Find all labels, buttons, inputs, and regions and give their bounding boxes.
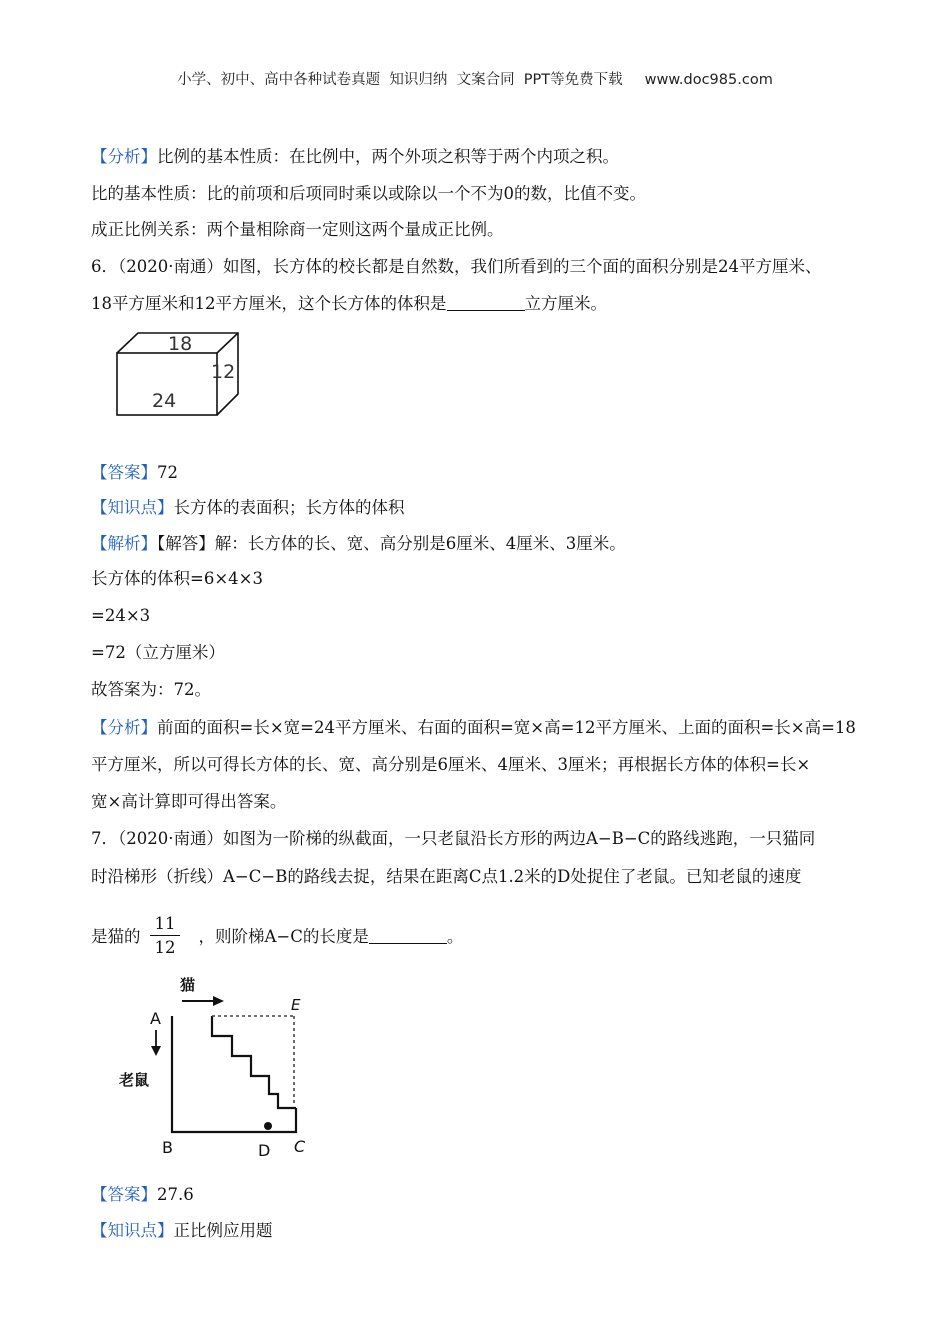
q6-calc3: =72（立方厘米） (91, 643, 225, 662)
q7-answer (91, 1184, 194, 1206)
q6-answer (91, 462, 178, 484)
staircase-path (212, 1016, 296, 1108)
prev-analysis (91, 146, 619, 168)
analysis-text: 比例的基本性质：在比例中，两个外项之积等于两个内项之积。 (157, 147, 619, 166)
staircase-figure (108, 968, 328, 1158)
dashed-outline (212, 1016, 294, 1106)
knowledge-tag: 【知识点】 (91, 498, 174, 517)
fraction-denominator: 12 (154, 938, 176, 957)
analysis-tag: 【分析】 (91, 718, 157, 737)
q7-answer-blank (369, 927, 447, 944)
answer-value: 27.6 (157, 1185, 194, 1204)
fraction-numerator: 11 (150, 914, 180, 936)
explanation-tag: 【解析】 (91, 534, 157, 553)
q6-answer-blank (447, 294, 525, 311)
speed-fraction (150, 914, 180, 958)
knowledge-tag: 【知识点】 (91, 1221, 174, 1240)
q6-analysis3: 宽×高计算即可得出答案。 (91, 792, 287, 811)
mouse-label: 老鼠 (119, 1071, 150, 1089)
knowledge-text: 正比例应用题 (173, 1221, 273, 1240)
point-a-label: A (150, 1009, 161, 1028)
answer-value: 72 (157, 463, 178, 482)
q6-analysis1 (91, 717, 856, 739)
q7-line1: 7．（2020·南通）如图为一阶梯的纵截面，一只老鼠沿长方形的两边A−B−C的路线逃跑，一只猫同 (91, 829, 816, 848)
mouse-arrow (151, 1030, 161, 1056)
point-d-label: D (258, 1141, 271, 1158)
cat-label: 猫 (180, 976, 196, 994)
prev-line3: 成正比例关系：两个量相除商一定则这两个量成正比例。 (91, 220, 504, 239)
q7-line3-end: 。 (446, 927, 464, 946)
q6-explanation (91, 533, 626, 555)
q7-line2: 时沿梯形（折线）A−C−B的路线去捉，结果在距离C点1.2米的D处捉住了老鼠。已知老鼠的速度 (91, 867, 802, 886)
prev-line2: 比的基本性质：比的前项和后项同时乘以或除以一个不为0的数，比值不变。 (91, 184, 646, 203)
q6-line1: 6．（2020·南通）如图，长方体的校长都是自然数，我们所看到的三个面的面积分别是24平方厘米、 (91, 257, 822, 276)
q7-knowledge (91, 1220, 273, 1242)
cuboid-top-label: 18 (168, 333, 193, 355)
q6-calc2: =24×3 (91, 606, 151, 625)
q6-calc1: 长方体的体积=6×4×3 (91, 569, 263, 588)
answer-tag: 【答案】 (91, 463, 157, 482)
q6-line2-post: 立方厘米。 (524, 294, 607, 313)
cat-arrow (182, 996, 224, 1006)
header-text: 小学、初中、高中各种试卷真题 知识归纳 文案合同 PPT等免费下载 (177, 72, 623, 88)
header-site: www.doc985.com (644, 72, 773, 88)
point-c-label: C (294, 1137, 306, 1156)
cuboid-right-label: 12 (211, 361, 236, 383)
explanation-text: 【解答】解：长方体的长、宽、高分别是6厘米、4厘米、3厘米。 (157, 534, 626, 553)
q7-line3-post: ，则阶梯A−C的长度是 (198, 927, 369, 946)
cuboid-figure (112, 328, 242, 420)
rectangle-path (172, 1016, 296, 1132)
analysis-tag: 【分析】 (91, 147, 157, 166)
q6-knowledge (91, 497, 405, 519)
knowledge-text: 长方体的表面积；长方体的体积 (173, 498, 405, 517)
analysis-text: 前面的面积=长×宽=24平方厘米、右面的面积=宽×高=12平方厘米、上面的面积=长×高=18 (157, 718, 856, 737)
cuboid-front-label: 24 (152, 390, 177, 412)
q6-analysis2: 平方厘米，所以可得长方体的长、宽、高分别是6厘米、4厘米、3厘米；再根据长方体的体积=长× (91, 755, 811, 774)
q7-line3-pre: 是猫的 (91, 927, 141, 946)
q6-line2 (91, 293, 607, 315)
answer-tag: 【答案】 (91, 1185, 157, 1204)
page-header (0, 68, 950, 89)
point-b-label: B (162, 1138, 173, 1157)
q6-line2-pre: 18平方厘米和12平方厘米，这个长方体的体积是 (91, 294, 447, 313)
point-e-label: E (291, 996, 301, 1014)
q7-line3 (91, 926, 463, 948)
point-d-marker (264, 1122, 272, 1130)
q6-conclusion: 故答案为：72。 (91, 680, 211, 699)
